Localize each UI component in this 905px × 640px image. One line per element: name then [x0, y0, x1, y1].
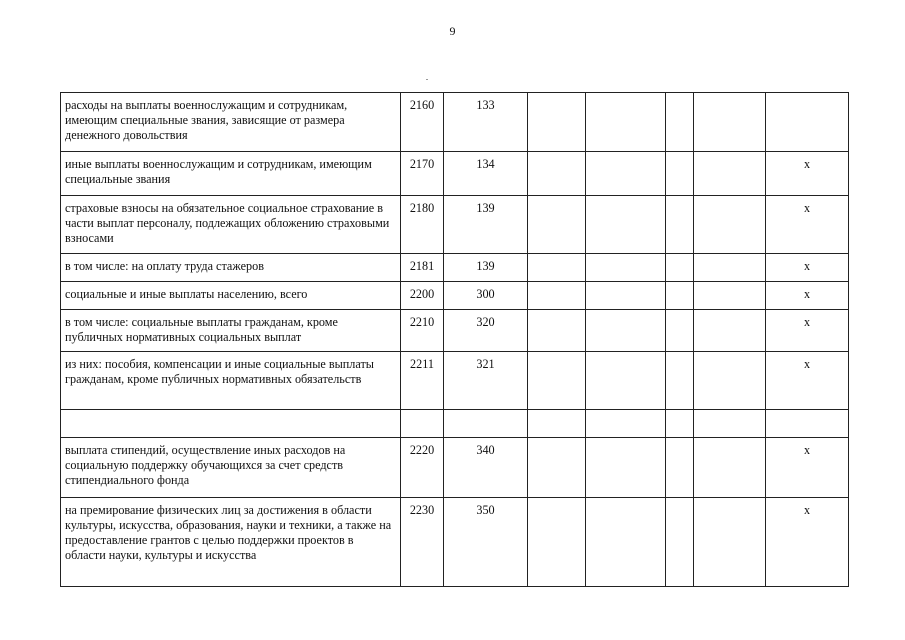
empty-cell	[666, 196, 694, 254]
table-row	[61, 254, 849, 282]
table-row	[61, 352, 849, 410]
row-mark: x	[766, 352, 849, 410]
row-description: в том числе: на оплату труда стажеров	[61, 254, 401, 282]
empty-cell	[528, 282, 586, 310]
row-description	[61, 410, 401, 438]
row-mark: x	[766, 438, 849, 498]
table-row	[61, 310, 849, 352]
page-number: 9	[449, 24, 456, 38]
empty-cell	[528, 196, 586, 254]
row-mark: x	[766, 152, 849, 196]
empty-cell	[666, 152, 694, 196]
empty-cell	[666, 93, 694, 152]
empty-cell	[528, 93, 586, 152]
table-row	[61, 93, 849, 152]
empty-cell	[694, 410, 766, 438]
row-description: на премирование физических лиц за достижения в области культуры, искусства, образования, науки и техники, а также на предоставление грантов с целью поддержки проектов в области науки, культуры и искусства	[61, 498, 401, 587]
empty-cell	[694, 498, 766, 587]
empty-cell	[528, 254, 586, 282]
empty-cell	[694, 196, 766, 254]
row-mark: x	[766, 196, 849, 254]
table-row	[61, 438, 849, 498]
row-code: 2210	[401, 310, 444, 352]
row-code: 2180	[401, 196, 444, 254]
row-code: 2181	[401, 254, 444, 282]
row-description: выплата стипендий, осуществление иных расходов на социальную поддержку обучающихся за счет средств стипендиального фонда	[61, 438, 401, 498]
row-mark: x	[766, 282, 849, 310]
empty-cell	[586, 352, 666, 410]
row-code: 2211	[401, 352, 444, 410]
row-kosgu: 139	[444, 254, 528, 282]
row-kosgu: 340	[444, 438, 528, 498]
row-description: страховые взносы на обязательное социальное страхование в части выплат персоналу, подлежащих обложению страховыми взносами	[61, 196, 401, 254]
row-code: 2200	[401, 282, 444, 310]
table-row	[61, 282, 849, 310]
row-kosgu: 321	[444, 352, 528, 410]
empty-cell	[528, 410, 586, 438]
row-mark: x	[766, 498, 849, 587]
empty-cell	[666, 352, 694, 410]
empty-cell	[586, 282, 666, 310]
scan-speck	[426, 79, 428, 80]
empty-cell	[666, 410, 694, 438]
empty-cell	[694, 93, 766, 152]
table-row	[61, 152, 849, 196]
row-mark: x	[766, 254, 849, 282]
empty-cell	[586, 310, 666, 352]
empty-cell	[694, 152, 766, 196]
row-mark	[766, 93, 849, 152]
row-kosgu: 320	[444, 310, 528, 352]
row-kosgu: 350	[444, 498, 528, 587]
row-mark: x	[766, 310, 849, 352]
empty-cell	[528, 152, 586, 196]
row-code: 2230	[401, 498, 444, 587]
row-description: социальные и иные выплаты населению, всего	[61, 282, 401, 310]
row-kosgu: 139	[444, 196, 528, 254]
row-kosgu: 300	[444, 282, 528, 310]
empty-cell	[528, 352, 586, 410]
empty-cell	[694, 254, 766, 282]
table-row	[61, 498, 849, 587]
empty-cell	[528, 310, 586, 352]
row-mark	[766, 410, 849, 438]
empty-cell	[586, 410, 666, 438]
empty-cell	[586, 93, 666, 152]
budget-table	[60, 92, 849, 587]
empty-cell	[528, 438, 586, 498]
row-description: в том числе: социальные выплаты гражданам, кроме публичных нормативных социальных выплат	[61, 310, 401, 352]
empty-cell	[586, 498, 666, 587]
empty-cell	[666, 254, 694, 282]
empty-cell	[586, 196, 666, 254]
table-row	[61, 196, 849, 254]
empty-cell	[694, 282, 766, 310]
row-code: 2160	[401, 93, 444, 152]
empty-cell	[694, 438, 766, 498]
row-kosgu: 133	[444, 93, 528, 152]
row-description: расходы на выплаты военнослужащим и сотрудникам, имеющим специальные звания, зависящие от размера денежного довольствия	[61, 93, 401, 152]
row-description: иные выплаты военнослужащим и сотрудникам, имеющим специальные звания	[61, 152, 401, 196]
empty-cell	[694, 352, 766, 410]
empty-cell	[586, 152, 666, 196]
row-kosgu: 134	[444, 152, 528, 196]
empty-cell	[666, 310, 694, 352]
row-description: из них: пособия, компенсации и иные социальные выплаты гражданам, кроме публичных нормативных обязательств	[61, 352, 401, 410]
empty-cell	[694, 310, 766, 352]
empty-cell	[586, 254, 666, 282]
row-code	[401, 410, 444, 438]
table-row	[61, 410, 849, 438]
empty-cell	[666, 282, 694, 310]
empty-cell	[528, 498, 586, 587]
empty-cell	[666, 438, 694, 498]
row-code: 2170	[401, 152, 444, 196]
empty-cell	[666, 498, 694, 587]
row-code: 2220	[401, 438, 444, 498]
row-kosgu	[444, 410, 528, 438]
empty-cell	[586, 438, 666, 498]
